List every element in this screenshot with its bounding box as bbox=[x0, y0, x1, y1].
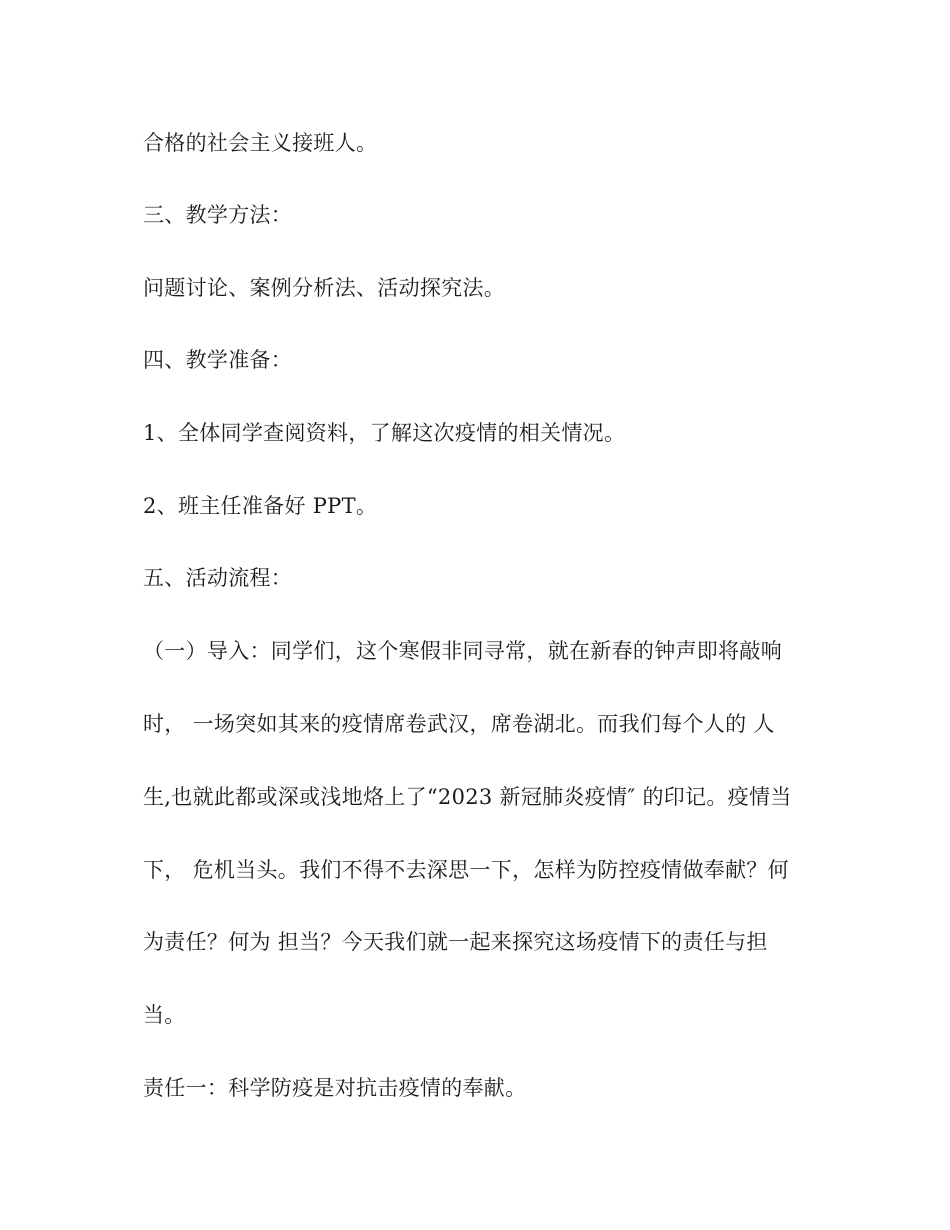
paragraph-line-1: （一）导入：同学们，这个寒假非同寻常，就在新春的钟声即将敲响 bbox=[143, 639, 782, 663]
section-heading-teaching-methods: 三、教学方法： bbox=[143, 203, 293, 227]
text-line-1: 合格的社会主义接班人。 bbox=[143, 131, 378, 155]
paragraph-line-6: 当。 bbox=[143, 1003, 186, 1027]
paragraph-line-2: 时， 一场突如其来的疫情席卷武汉，席卷湖北。而我们每个人的 人 bbox=[143, 712, 775, 736]
paragraph-line-5: 为责任？何为 担当？今天我们就一起来探究这场疫情下的责任与担 bbox=[143, 930, 768, 954]
list-item-preparation-1: 1、全体同学查阅资料，了解这次疫情的相关情况。 bbox=[143, 421, 626, 445]
section-heading-activity-flow: 五、活动流程： bbox=[143, 566, 293, 590]
list-item-preparation-2: 2、班主任准备好 PPT。 bbox=[143, 494, 378, 518]
paragraph-line-3: 生,也就此都或深或浅地烙上了“2023 新冠肺炎疫情″ 的印记。疫情当 bbox=[143, 785, 792, 809]
text-line-methods: 问题讨论、案例分析法、活动探究法。 bbox=[143, 276, 506, 300]
paragraph-line-4: 下， 危机当头。我们不得不去深思一下，怎样为防控疫情做奉献？何 bbox=[143, 858, 789, 882]
subheading-responsibility-1: 责任一：科学防疫是对抗击疫情的奉献。 bbox=[143, 1076, 527, 1100]
section-heading-teaching-preparation: 四、教学准备： bbox=[143, 348, 293, 372]
